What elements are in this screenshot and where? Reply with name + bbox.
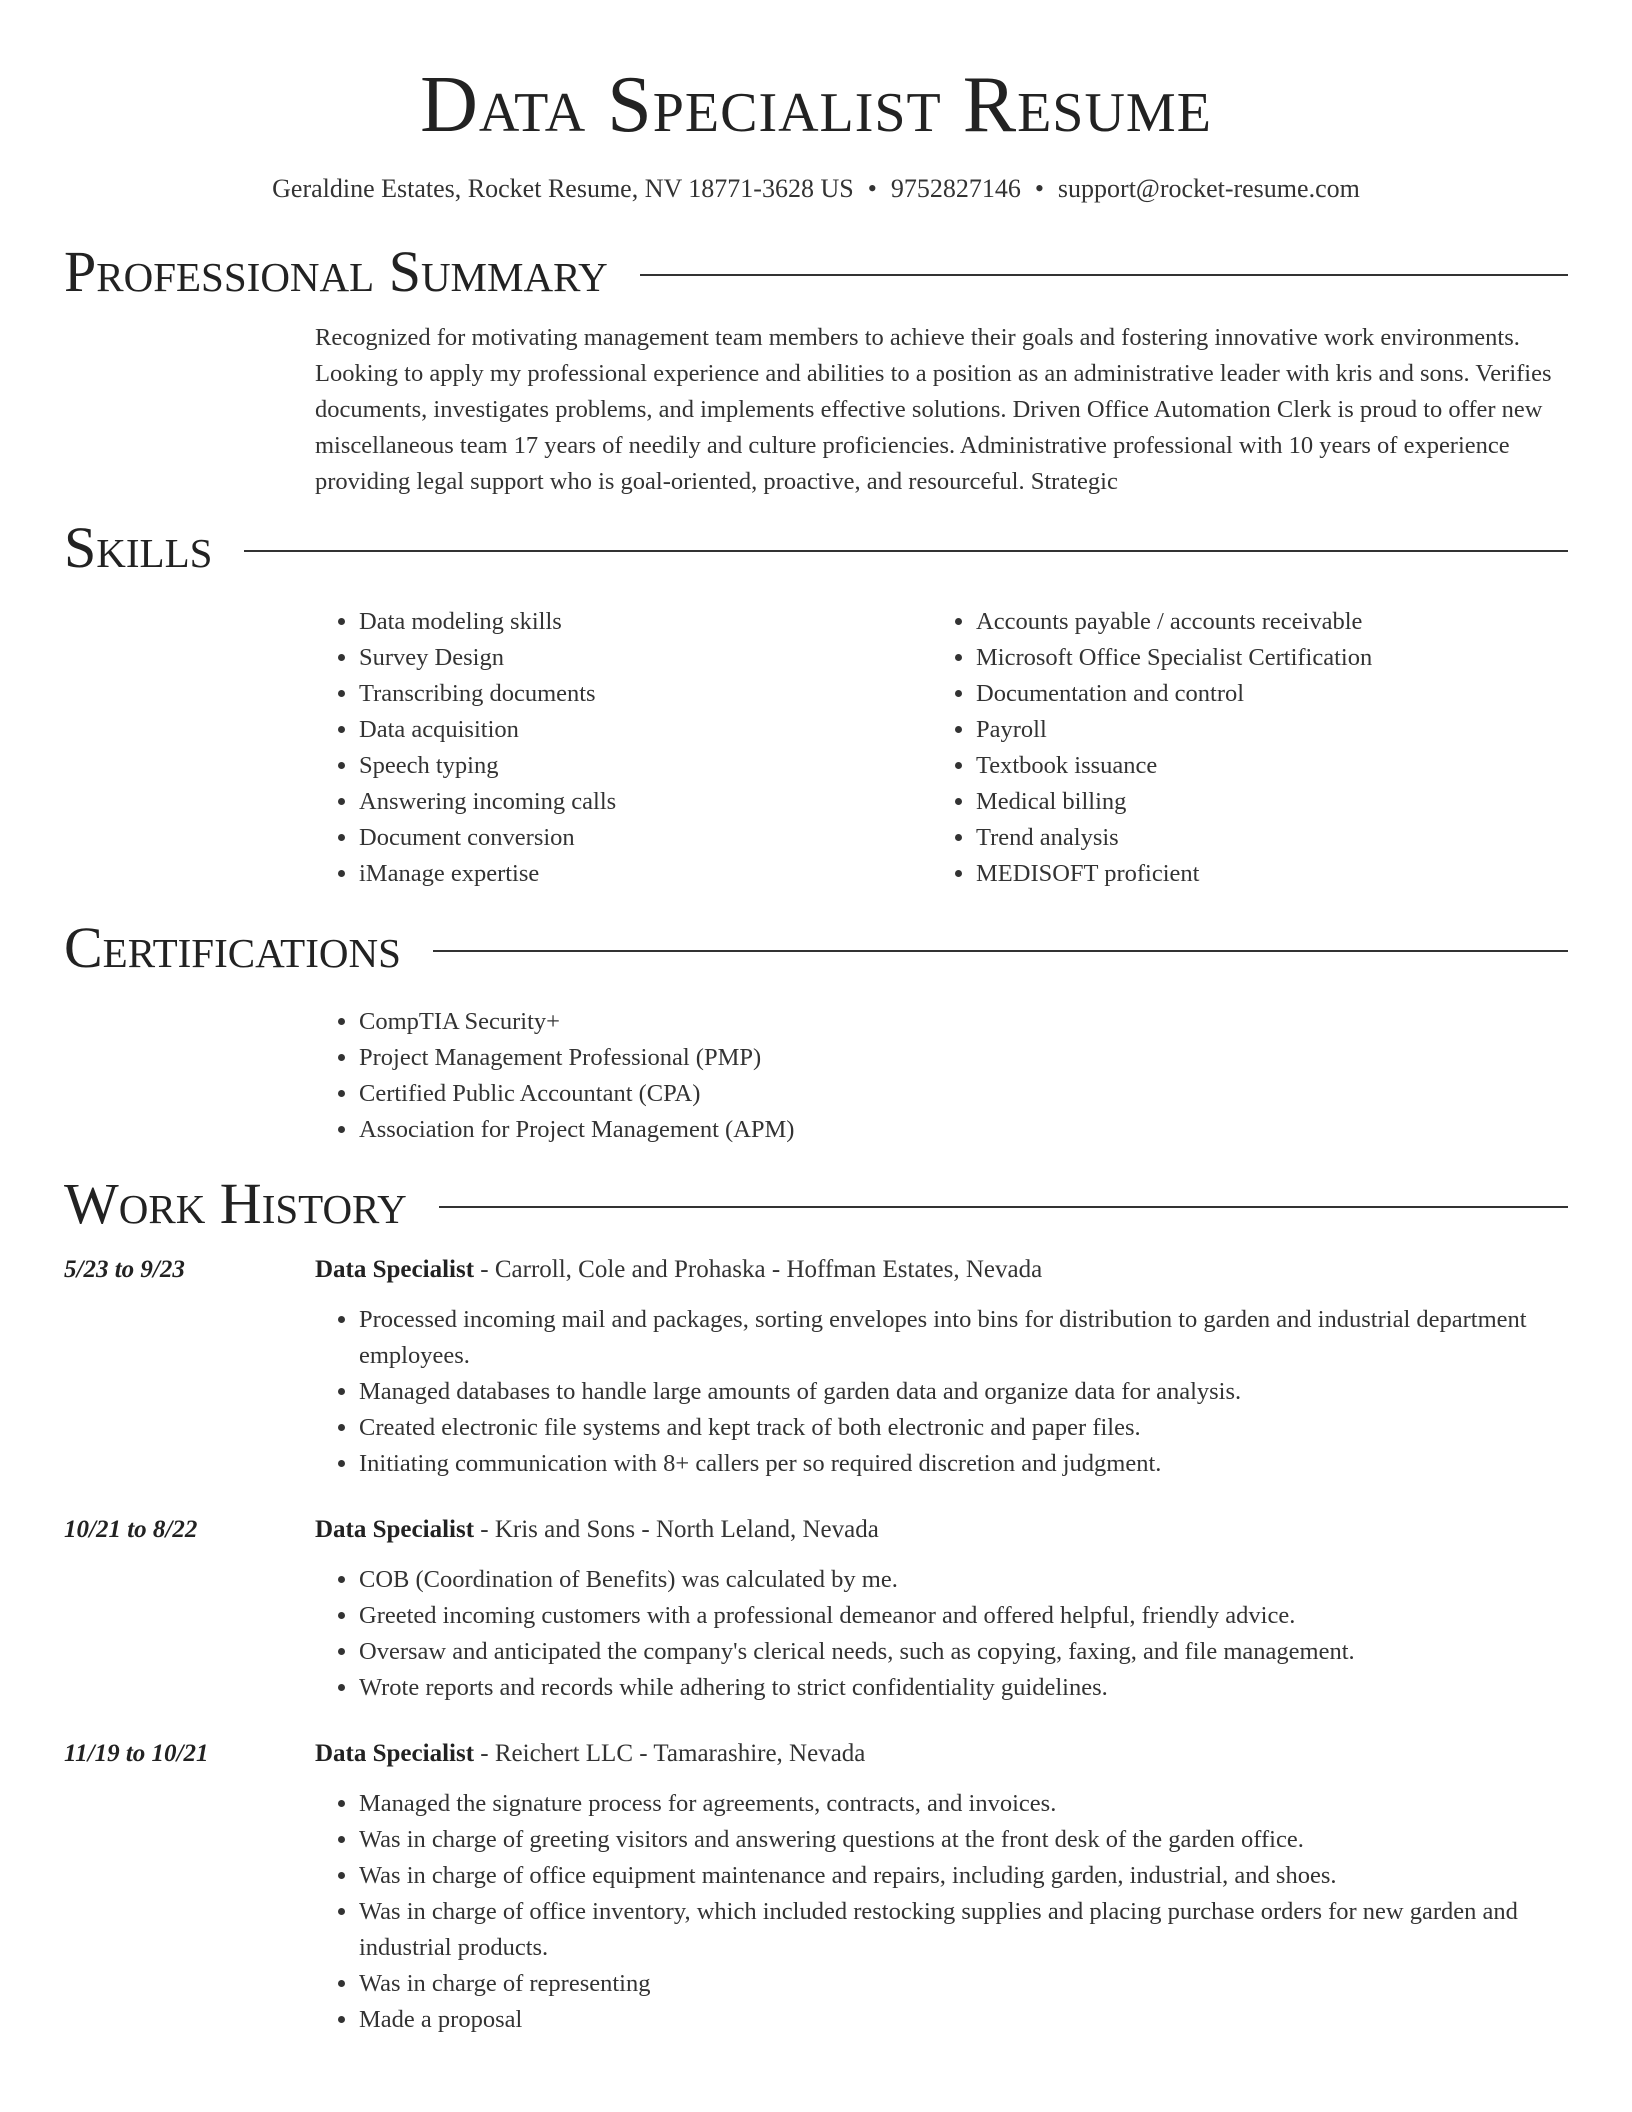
job-header [64,1516,1568,1544]
section-divider [640,274,1568,276]
job-title: Data Specialist [315,1516,475,1543]
job-entry [64,1516,1568,1706]
certifications-section-header [64,914,1568,982]
job-duty-item: • Processed incoming mail and packages, sorting envelopes into bins for distribution to garden and industrial department employees. [359,1302,1568,1374]
job-title-line [315,1516,879,1544]
summary-section-header [64,238,1568,306]
skill-item: • Data acquisition [359,712,932,748]
contact-address: Geraldine Estates, Rocket Resume, NV 18771-3628 US [272,174,854,203]
job-duty-item: • Was in charge of representing [359,1966,1568,2002]
work-heading: Work History [64,1171,407,1236]
skills-list-right [932,604,1549,892]
job-duties [315,1786,1568,2038]
resume-title: Data Specialist Resume [420,61,1212,149]
skill-item: • Payroll [976,712,1549,748]
skills-heading: Skills [64,515,213,580]
certification-item: • Certified Public Accountant (CPA) [359,1076,1568,1112]
work-section-header [64,1170,1568,1238]
skills-section-header [64,514,1568,582]
job-header [64,1740,1568,1768]
job-title-line [315,1740,865,1768]
certification-item: • CompTIA Security+ [359,1004,1568,1040]
contact-email: support@rocket-resume.com [1057,174,1360,203]
job-dates: 11/19 to 10/21 [64,1740,209,1767]
skill-item: • Survey Design [359,640,932,676]
job-entry [64,1740,1568,2038]
job-duty-item: • COB (Coordination of Benefits) was calculated by me. [359,1562,1568,1598]
resume-page [64,0,1568,2038]
skill-item: • Microsoft Office Specialist Certification [976,640,1549,676]
skill-item: • Transcribing documents [359,676,932,712]
skill-item: • MEDISOFT proficient [976,856,1549,892]
job-entry [64,1256,1568,1482]
skills-grid [315,604,1568,892]
contact-line [64,174,1568,204]
job-title: Data Specialist [315,1740,475,1767]
contact-separator: • [1034,174,1044,203]
job-employer-location: - Kris and Sons - North Leland, Nevada [474,1516,879,1543]
certifications-heading: Certifications [64,915,401,980]
certification-item: • Association for Project Management (APM) [359,1112,1568,1148]
job-duty-item: • Oversaw and anticipated the company's clerical needs, such as copying, faxing, and file management. [359,1634,1568,1670]
job-title-line [315,1256,1042,1284]
section-divider [439,1206,1568,1208]
job-duty-item: • Initiating communication with 8+ callers per so required discretion and judgment. [359,1446,1568,1482]
job-duty-item: • Created electronic file systems and kept track of both electronic and paper files. [359,1410,1568,1446]
job-duty-item: • Managed the signature process for agreements, contracts, and invoices. [359,1786,1568,1822]
summary-heading: Professional Summary [64,239,608,304]
section-divider [244,550,1568,552]
job-employer-location: - Reichert LLC - Tamarashire, Nevada [474,1740,866,1767]
job-duties [315,1562,1568,1706]
skill-item: • Speech typing [359,748,932,784]
job-duty-item: • Was in charge of greeting visitors and answering questions at the front desk of the garden office. [359,1822,1568,1858]
skill-item: • Documentation and control [976,676,1549,712]
job-duty-item: • Was in charge of office inventory, which included restocking supplies and placing purchase orders for new garden and industrial products. [359,1894,1568,1966]
job-employer-location: - Carroll, Cole and Prohaska - Hoffman Estates, Nevada [474,1256,1043,1283]
job-duty-item: • Greeted incoming customers with a professional demeanor and offered helpful, friendly advice. [359,1598,1568,1634]
certifications-list [315,1004,1568,1148]
skill-item: • Answering incoming calls [359,784,932,820]
skill-item: • Data modeling skills [359,604,932,640]
skill-item: • iManage expertise [359,856,932,892]
job-duty-item: • Managed databases to handle large amounts of garden data and organize data for analysis. [359,1374,1568,1410]
job-dates: 5/23 to 9/23 [64,1256,185,1283]
contact-phone: 9752827146 [890,174,1021,203]
certifications-block [315,1004,1568,1148]
certification-item: • Project Management Professional (PMP) [359,1040,1568,1076]
summary-paragraph: Recognized for motivating management team members to achieve their goals and fostering innovative work environments. Looking to apply my professional experience and abilities to a position as an administrative leader with kris and sons. Verifies documents, investigates problems, and implements effective solutions. Driven Office Automation Clerk is proud to offer new miscellaneous team 17 years of needily and culture proficiencies. Administrative professional with 10 years of experience providing legal support who is goal-oriented, proactive, and resourceful. Strategic [315,324,1552,495]
section-divider [433,950,1568,952]
skill-item: • Accounts payable / accounts receivable [976,604,1549,640]
skills-list-left [315,604,932,892]
job-duty-item: • Made a proposal [359,2002,1568,2038]
contact-separator: • [867,174,877,203]
skill-item: • Medical billing [976,784,1549,820]
skill-item: • Document conversion [359,820,932,856]
job-title: Data Specialist [315,1256,475,1283]
job-dates: 10/21 to 8/22 [64,1516,198,1543]
job-header [64,1256,1568,1284]
skill-item: • Trend analysis [976,820,1549,856]
job-duty-item: • Was in charge of office equipment maintenance and repairs, including garden, industrial, and shoes. [359,1858,1568,1894]
skill-item: • Textbook issuance [976,748,1549,784]
job-duty-item: • Wrote reports and records while adhering to strict confidentiality guidelines. [359,1670,1568,1706]
job-duties [315,1302,1568,1482]
